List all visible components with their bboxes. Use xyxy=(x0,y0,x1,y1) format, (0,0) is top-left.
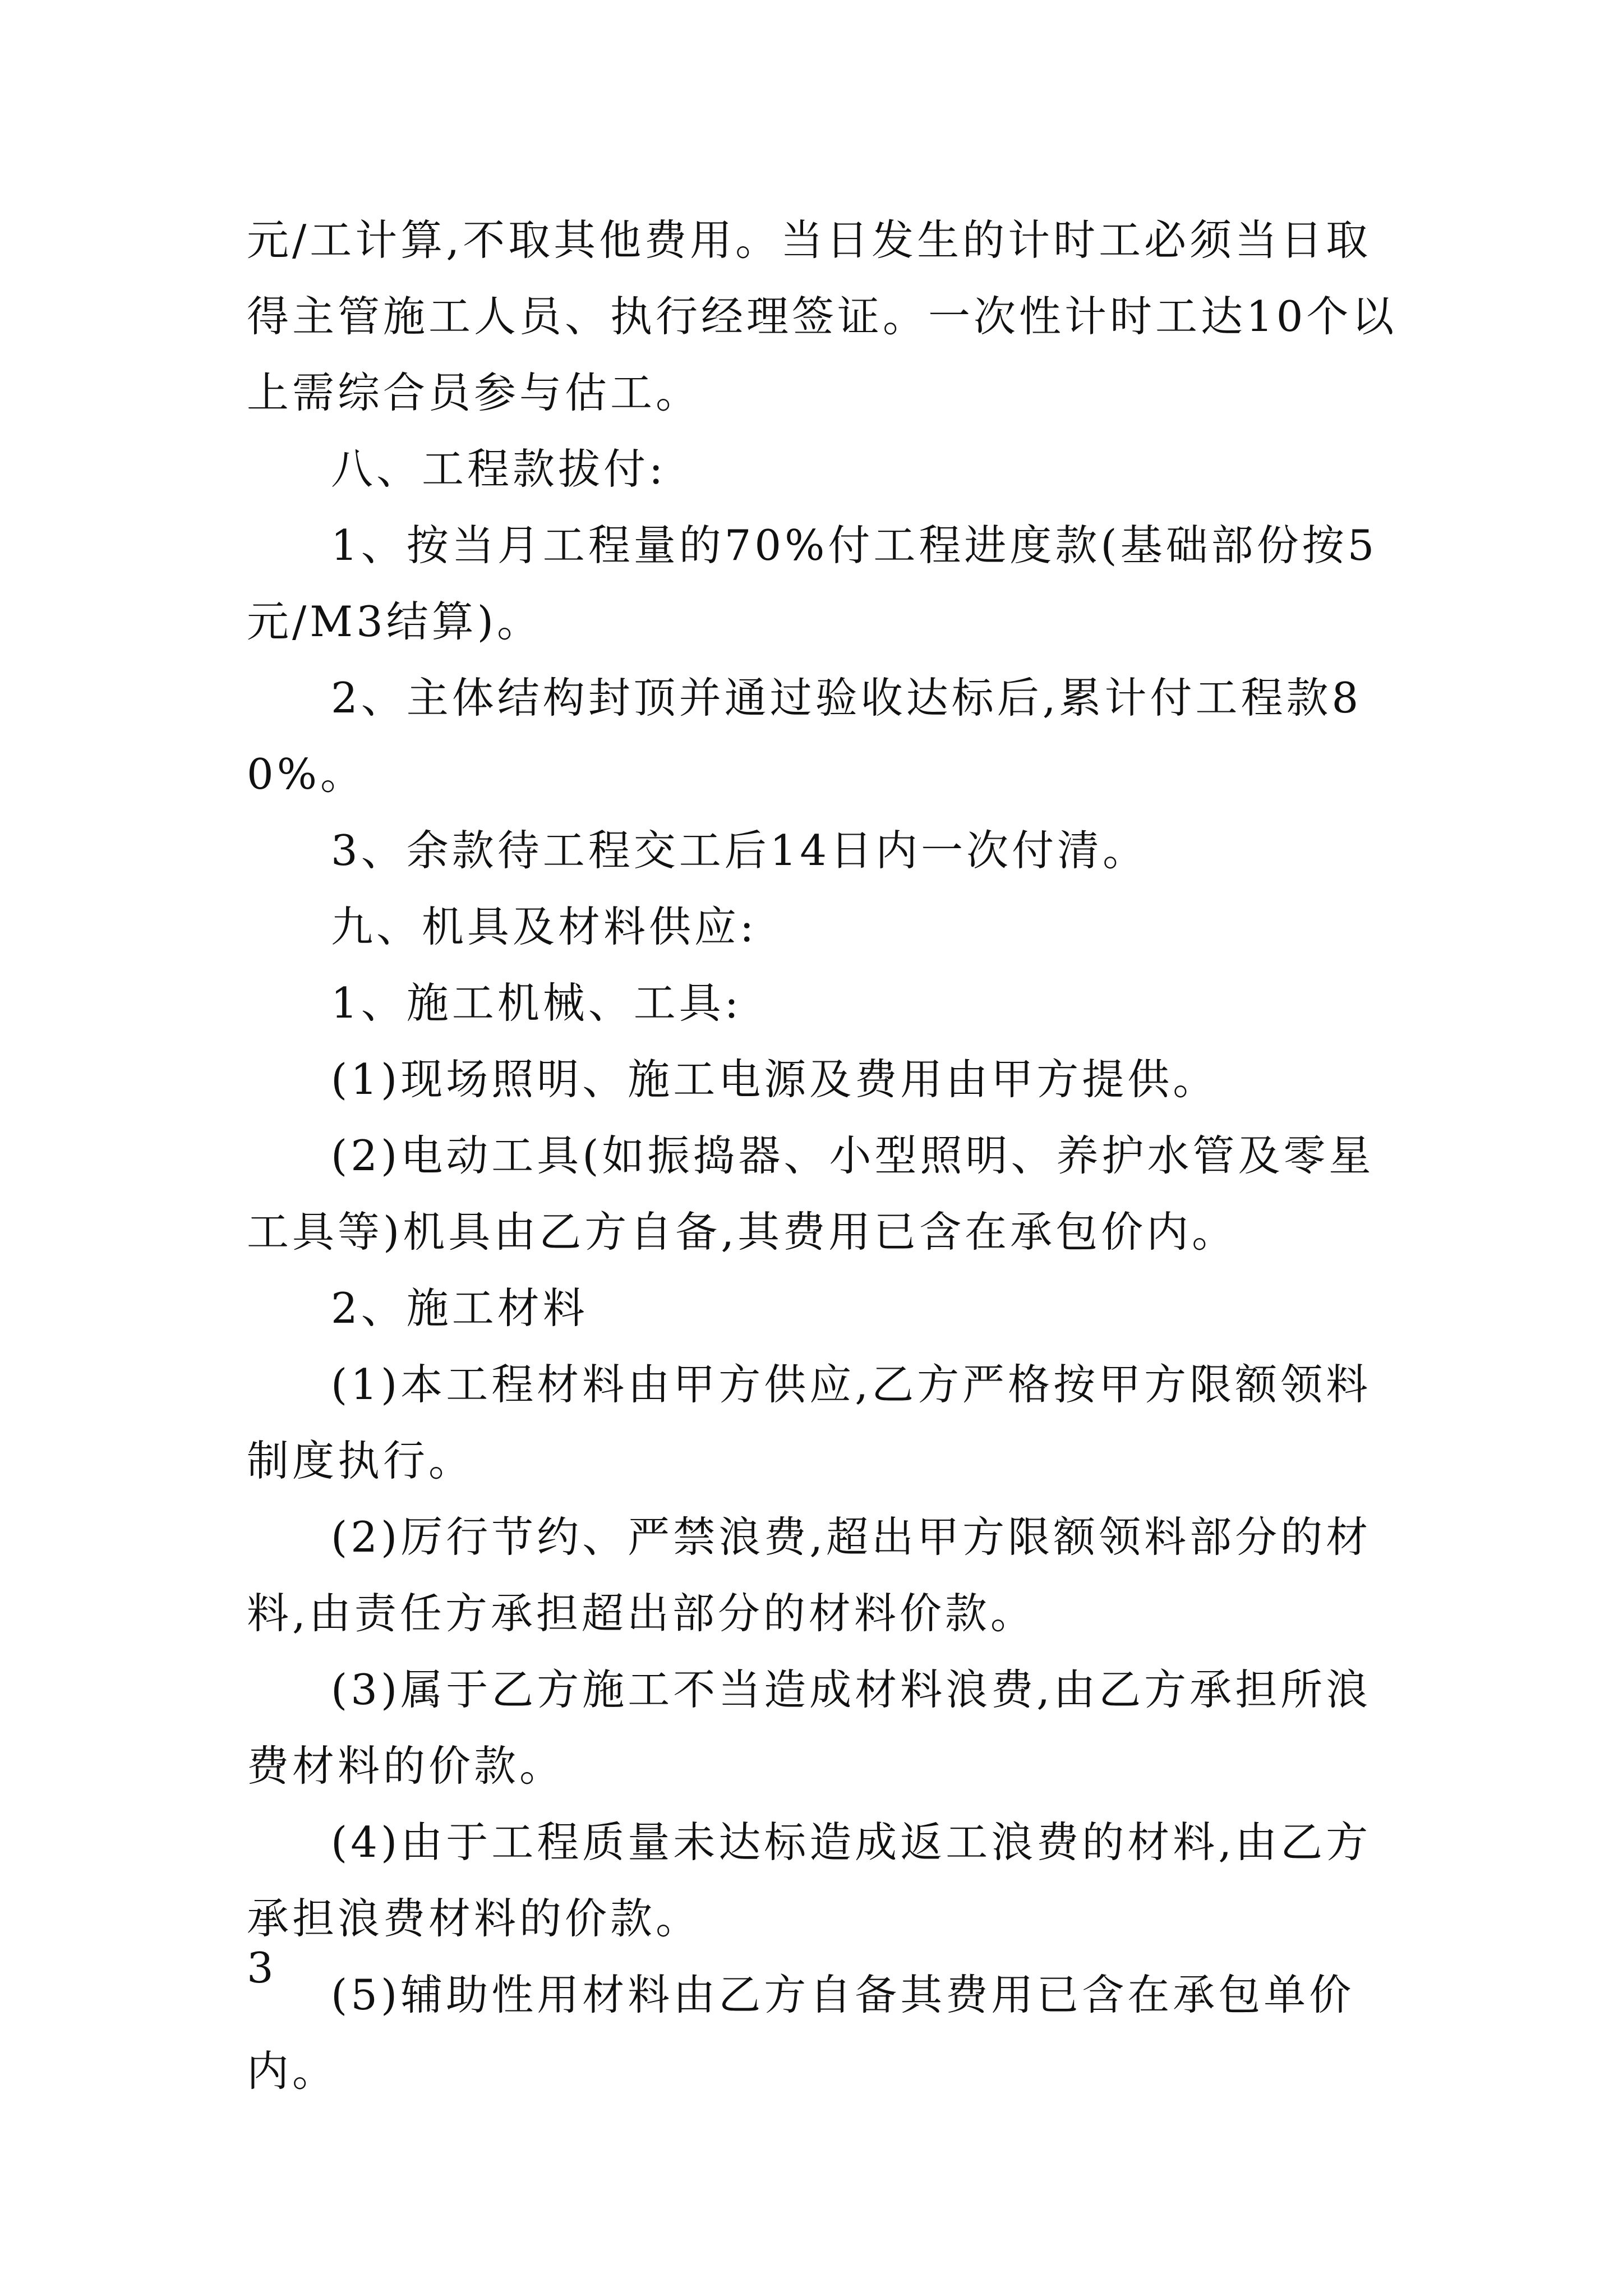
subheading-construction-materials: 2、施工材料 xyxy=(331,1283,588,1333)
paragraph-materials-3: (3)属于乙方施工不当造成材料浪费,由乙方承担所浪费材料的价款。 xyxy=(247,1665,1372,1791)
paragraph-machinery-2: (2)电动工具(如振捣器、小型照明、养护水管及零星工具等)机具由乙方自备,其费用已含在承包价内。 xyxy=(247,1131,1375,1257)
paragraph-overtime-continuation: 元/工计算,不取其他费用。当日发生的计时工必须当日取得主管施工人员、执行经理签证。一次性计时工达10个以上需综合员参与估工。 xyxy=(247,215,1398,417)
document-body xyxy=(247,202,1413,2109)
paragraph-machinery-1: (1)现场照明、施工电源及费用由甲方提供。 xyxy=(331,1055,1219,1104)
paragraph-materials-4: (4)由于工程质量未达标造成返工浪费的材料,由乙方承担浪费材料的价款。 xyxy=(247,1818,1372,1943)
section-heading-payment: 八、工程款拔付: xyxy=(331,444,667,494)
paragraph-payment-1: 1、按当月工程量的70%付工程进度款(基础部份按5元/M3结算)。 xyxy=(247,521,1378,646)
paragraph-payment-3: 3、余款待工程交工后14日内一次付清。 xyxy=(331,826,1149,875)
section-heading-equipment-materials: 九、机具及材料供应: xyxy=(331,902,758,951)
paragraph-materials-2: (2)厉行节约、严禁浪费,超出甲方限额领料部分的材料,由责任方承担超出部分的材料价款。 xyxy=(247,1512,1372,1638)
page-number: 3 xyxy=(247,1943,274,1993)
paragraph-materials-5: (5)辅助性用材料由乙方自备其费用已含在承包单价内。 xyxy=(247,1970,1355,2096)
subheading-machinery-tools: 1、施工机械、工具: xyxy=(331,978,742,1028)
paragraph-materials-1: (1)本工程材料由甲方供应,乙方严格按甲方限额领料制度执行。 xyxy=(247,1360,1372,1485)
paragraph-payment-2: 2、主体结构封顶并通过验收达标后,累计付工程款80%。 xyxy=(247,673,1362,799)
